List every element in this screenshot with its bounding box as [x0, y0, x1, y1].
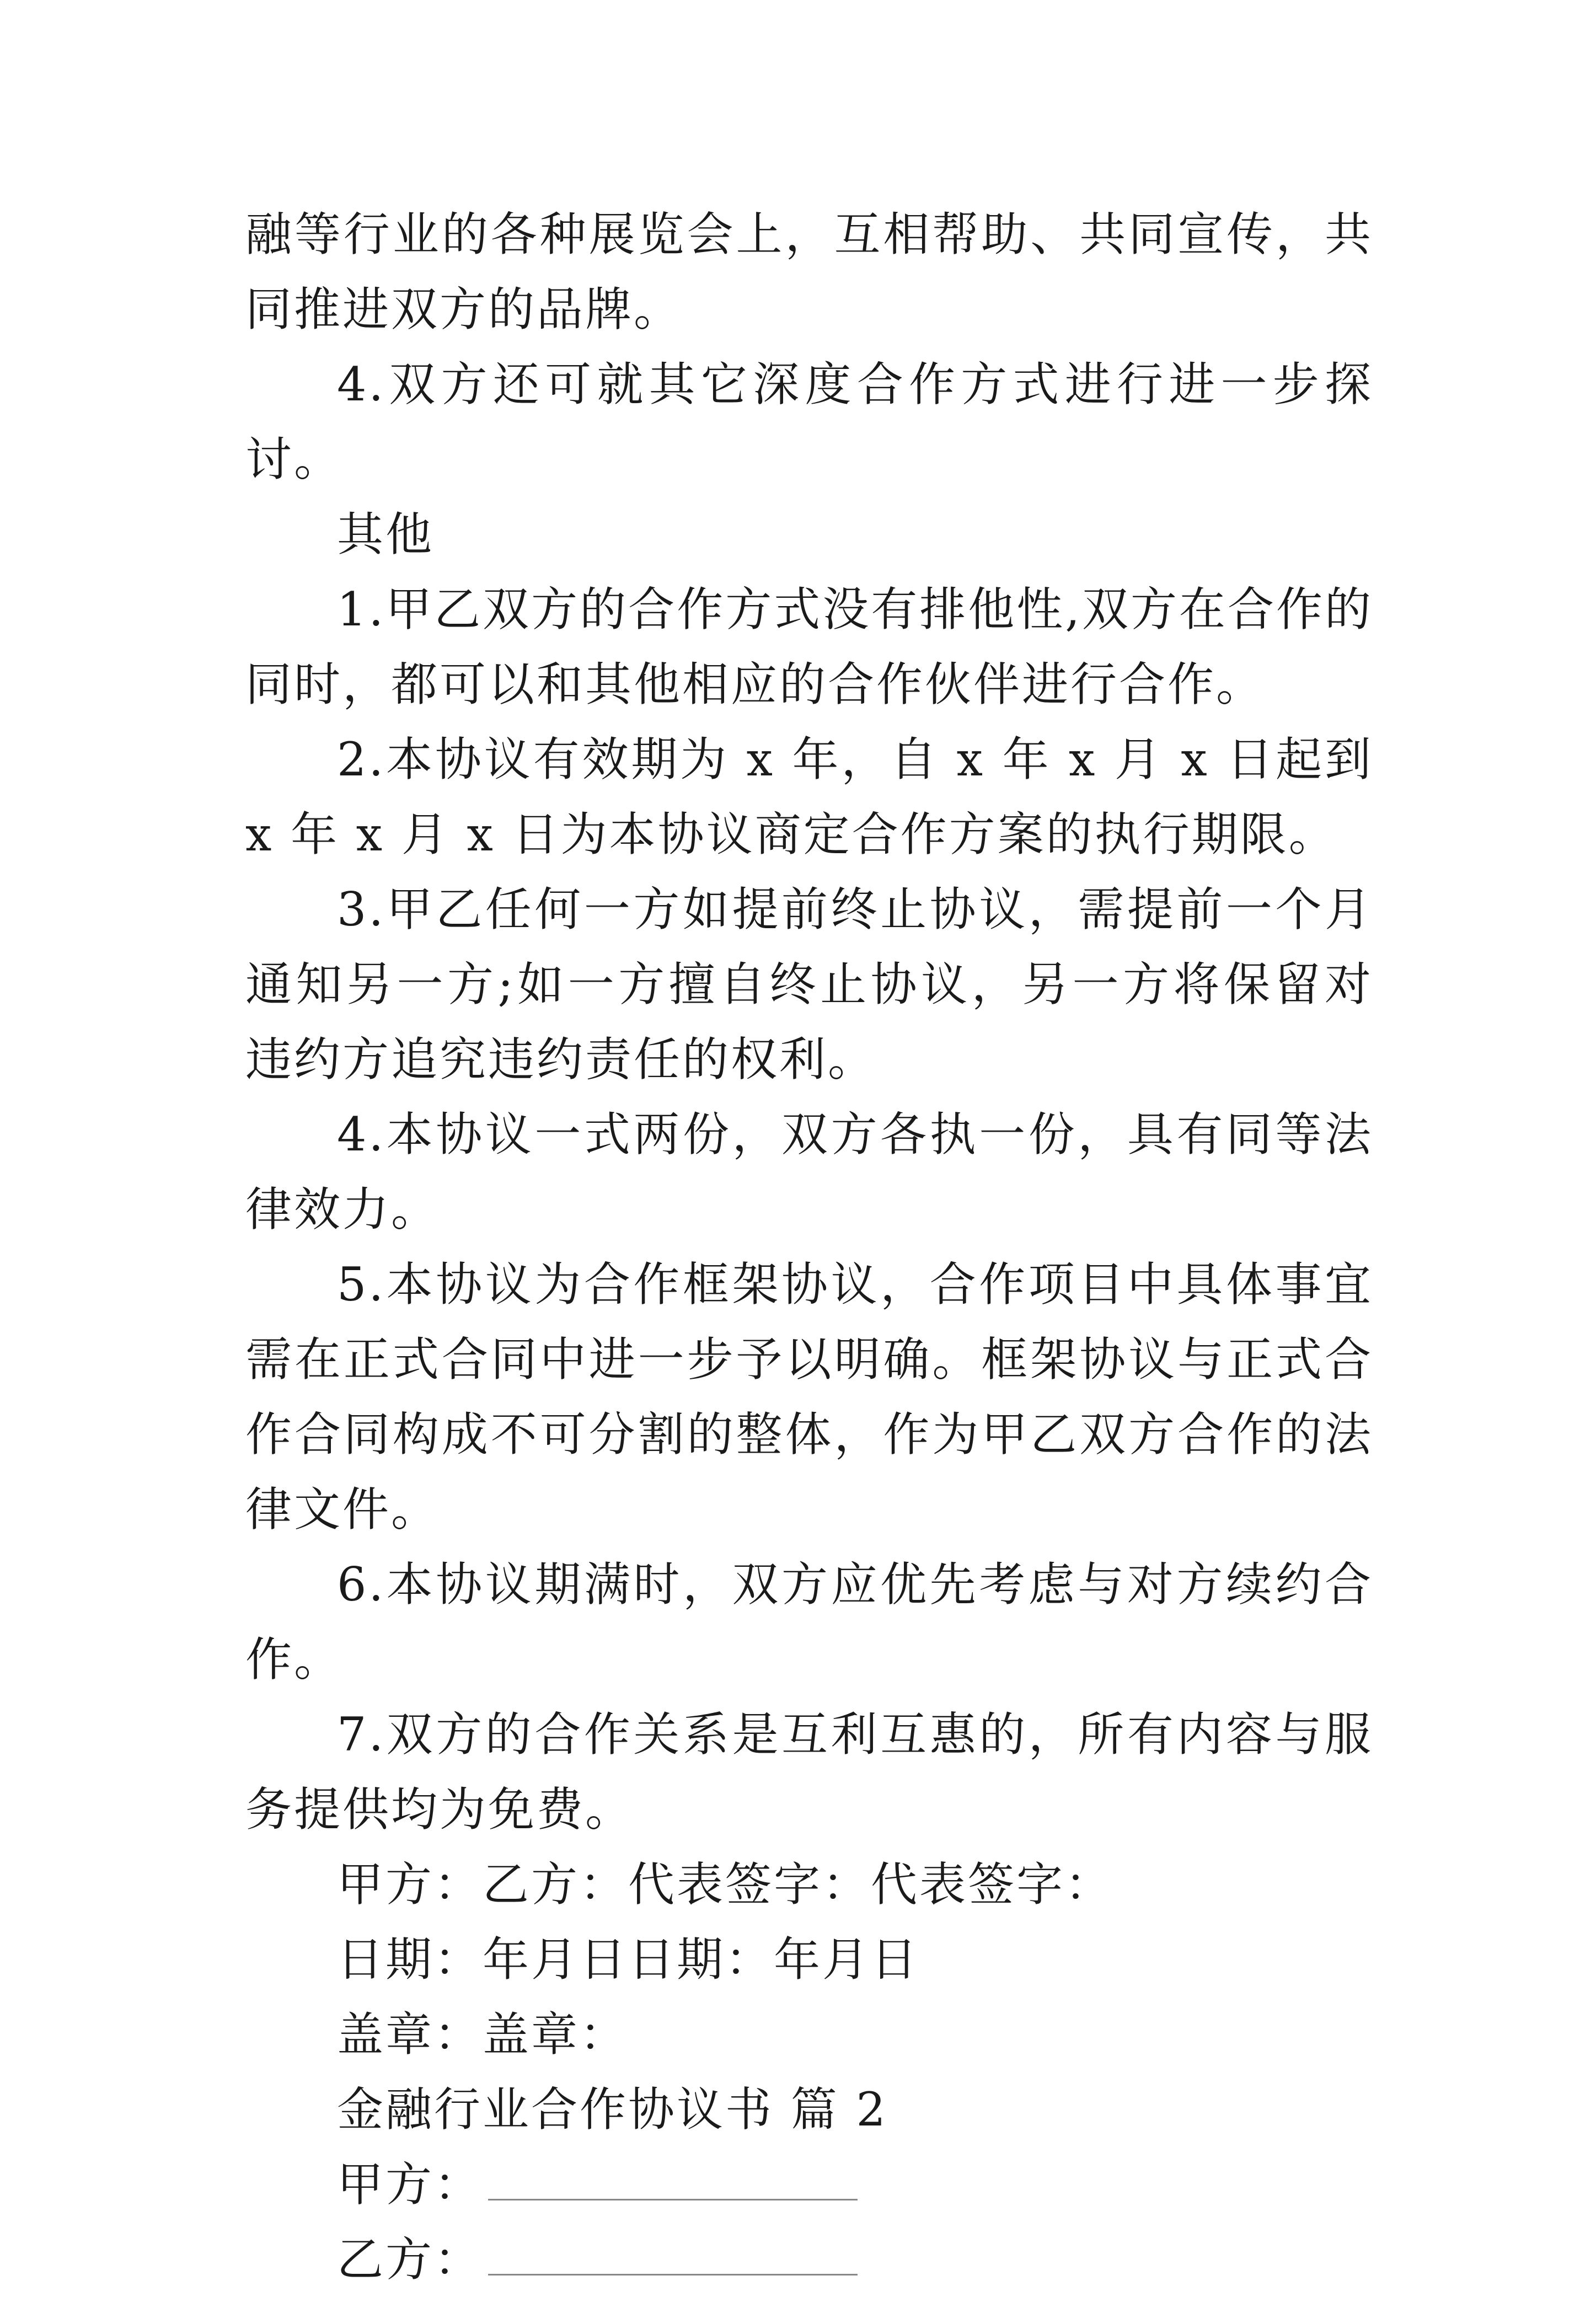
- section-heading-other: 其他: [337, 507, 435, 561]
- paragraph-other-1: 1.甲乙双方的合作方式没有排他性,双方在合作的同时，都可以和其他相应的合作伙伴进行合作。: [245, 582, 1373, 711]
- paragraph-other-7: 7.双方的合作关系是互利互惠的，所有内容与服务提供均为免费。: [245, 1707, 1373, 1836]
- paragraph-item-4: 4.双方还可就其它深度合作方式进行进一步探讨。: [245, 357, 1373, 486]
- party-b-blank: [488, 2231, 858, 2275]
- seal-line: 盖章：盖章：: [337, 2007, 629, 2062]
- party-a-label: 甲方：: [337, 2157, 483, 2212]
- paragraph-other-5: 5.本协议为合作框架协议，合作项目中具体事宜需在正式合同中进一步予以明确。框架协议与正式合作合同构成不可分割的整体，作为甲乙双方合作的法律文件。: [245, 1257, 1373, 1536]
- signature-line: 甲方：乙方：代表签字：代表签字：: [337, 1857, 1114, 1912]
- party-a-blank: [488, 2156, 858, 2200]
- paragraph-other-3: 3.甲乙任何一方如提前终止协议，需提前一个月通知另一方;如一方擅自终止协议，另一方将保留对违约方追究违约责任的权利。: [245, 882, 1373, 1086]
- document-page: [245, 197, 1373, 2297]
- paragraph-other-4: 4.本协议一式两份，双方各执一份，具有同等法律效力。: [245, 1107, 1373, 1236]
- party-b-line: [245, 2222, 1373, 2297]
- section-title-part-2: 金融行业合作协议书 篇 2: [337, 2082, 888, 2137]
- paragraph-other-2: 2.本协议有效期为 x 年，自 x 年 x 月 x 日起到 x 年 x 月 x 日为本协议商定合作方案的执行期限。: [245, 732, 1373, 861]
- party-b-label: 乙方：: [337, 2232, 483, 2287]
- date-line: 日期：年月日日期：年月日: [337, 1932, 920, 1987]
- party-a-line: [245, 2147, 1373, 2222]
- paragraph-continuation: 融等行业的各种展览会上，互相帮助、共同宣传，共同推进双方的品牌。: [245, 207, 1373, 336]
- paragraph-other-6: 6.本协议期满时，双方应优先考虑与对方续约合作。: [245, 1557, 1373, 1686]
